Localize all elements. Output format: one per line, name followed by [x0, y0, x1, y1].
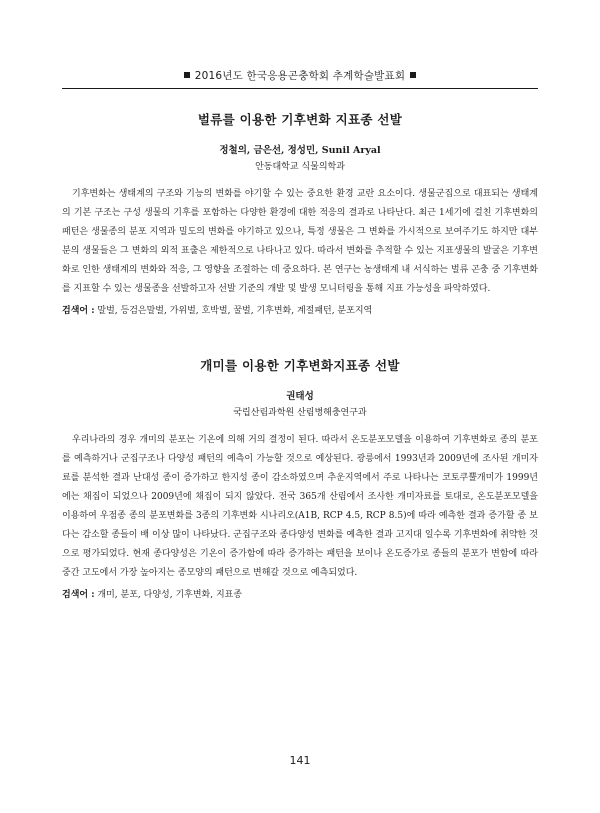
- running-header: [0, 66, 600, 84]
- article-affiliation: 국립산림과학원 산림병해충연구과: [233, 408, 367, 418]
- article-title: 개미를 이용한 기후변화지표종 선발: [200, 358, 400, 373]
- article-keywords: [62, 588, 538, 602]
- article-abstract: 우리나라의 경우 개미의 분포는 기온에 의해 거의 결정이 된다. 따라서 온도분포모델을 이용하여 기후변화로 종의 분포를 예측하거나 군집구조나 다양성 패턴의 예측이 가능할 것으로 예상된다. 광릉에서 1993년과 2009년에 조사된 개미자료를 분석한 결과 난대성 종이 증가하고 한지성 종이 감소하였으며 추운지역에서 주로 나타나는 코토쿠뿔개미가 1999년에는 채집이 되었으나 2009년에 채집이 되지 않았다. 전국 365개 산림에서 조사한 개미자료를 토대로, 온도분포모델을 이용하여 우점종 종의 분포변화를 3종의 기후변화 시나리오(A1B, RCP 4.5, RCP 8.5)에 따라 예측한 결과 증가할 종 보다는 감소할 종들이 배 이상 많이 나타났다. 군집구조와 종다양성 변화를 예측한 결과 고지대 일수록 기후변화에 취약한 것으로 평가되었다. 현재 종다양성은 기온이 증가함에 따라 증가하는 패턴을 보이나 온도증가로 종들의 분포가 변함에 따라 중간 고도에서 가장 높아지는 종모양의 패턴으로 변해갈 것으로 예측되었다.: [62, 435, 538, 578]
- article-keywords: [62, 304, 538, 318]
- abstract-article: [62, 358, 538, 602]
- article-authors: 권태성: [286, 391, 314, 402]
- page-number: 141: [289, 754, 311, 767]
- keywords-list: 말벌, 등검은말벌, 가위벌, 호박벌, 꿀벌, 기후변화, 계절패턴, 분포지역: [97, 306, 373, 316]
- article-abstract: 기후변화는 생태계의 구조와 기능의 변화를 야기할 수 있는 중요한 환경 교란 요소이다. 생물군집으로 대표되는 생태계의 기본 구조는 구성 생물의 기후를 포함하는 다양한 환경에 대한 적응의 결과로 나타난다. 최근 1세기에 걸친 기후변화의 패턴은 생물종의 분포 지역과 밀도의 변화를 야기하고 있으나, 특정 생물은 그 변화를 가시적으로 보여주기도 하지만 대부분의 생물들은 그 변화의 외적 표출은 제한적으로 나타나고 있다. 따라서 변화를 추적할 수 있는 지표생물의 발굴은 기후변화로 인한 생태계의 변화와 적응, 그 영향을 조절하는 데 중요하다. 본 연구는 농생태계 내 서식하는 벌류 곤충 중 기후변화를 지표할 수 있는 생물종을 선발하고자 선발 기준의 개발 및 발생 모니터링을 통해 지표 가능성을 파악하였다.: [62, 189, 538, 294]
- keywords-label: 검색어 :: [62, 590, 95, 600]
- keywords-label: 검색어 :: [62, 306, 95, 316]
- article-affiliation: 안동대학교 식물의학과: [255, 162, 345, 172]
- abstract-article: [62, 112, 538, 318]
- header-rule: [62, 88, 538, 89]
- article-authors: 정철의, 금은선, 정성민, Sunil Aryal: [219, 145, 381, 156]
- keywords-list: 개미, 분포, 다양성, 기후변화, 지표종: [97, 590, 243, 600]
- header-title: 2016년도 한국응용곤충학회 추계학술발표회: [194, 69, 406, 82]
- square-bullet-icon: [410, 72, 416, 78]
- article-title: 벌류를 이용한 기후변화 지표종 선발: [197, 112, 403, 127]
